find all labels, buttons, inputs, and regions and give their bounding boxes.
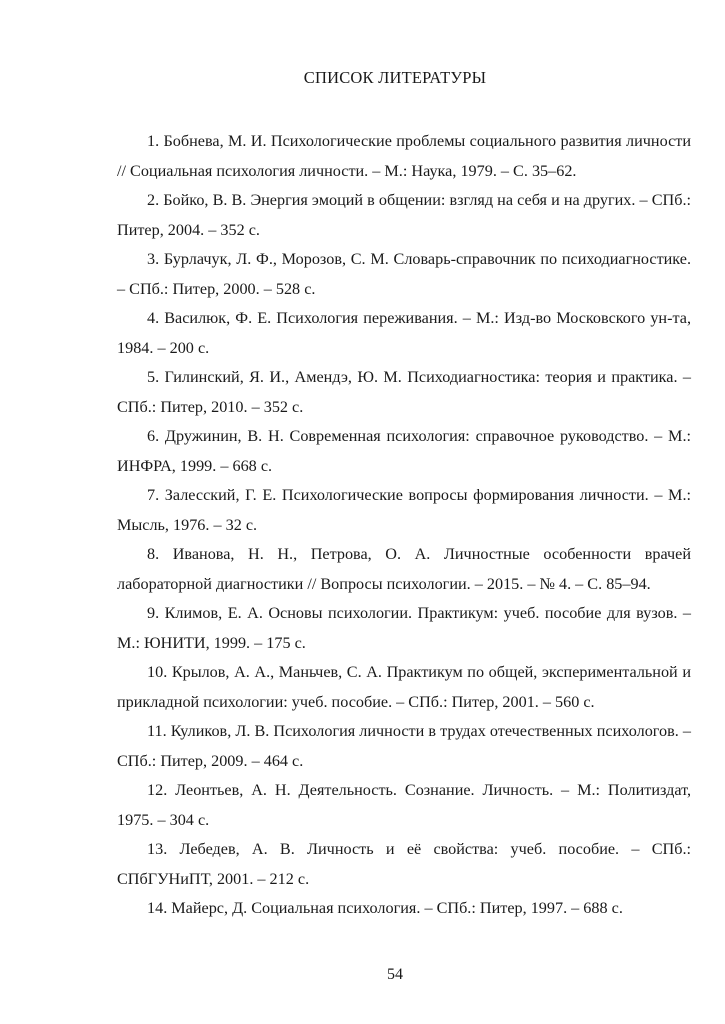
reference-item: 3. Бурлачук, Л. Ф., Морозов, С. М. Словарь-справочник по психодиагностике. – СПб.: Питер, 2000. – 528 с. xyxy=(117,250,691,298)
reference-item: 10. Крылов, А. А., Маньчев, С. А. Практикум по общей, экспериментальной и прикладной психологии: учеб. пособие. – СПб.: Питер, 2001. – 560 с. xyxy=(117,663,691,711)
reference-item: 5. Гилинский, Я. И., Амендэ, Ю. М. Психодиагностика: теория и практика. – СПб.: Питер, 2010. – 352 с. xyxy=(117,368,691,416)
reference-item: 7. Залесский, Г. Е. Психологические вопросы формирования личности. – М.: Мысль, 1976. – 32 с. xyxy=(117,486,691,534)
reference-item: 6. Дружинин, В. Н. Современная психология: справочное руководство. – М.: ИНФРА, 1999. – 668 с. xyxy=(117,427,691,475)
reference-item: 14. Майерс, Д. Социальная психология. – СПб.: Питер, 1997. – 688 с. xyxy=(147,899,623,917)
page-title: СПИСОК ЛИТЕРАТУРЫ xyxy=(303,68,487,87)
reference-item: 8. Иванова, Н. Н., Петрова, О. А. Личностные особенности врачей лабораторной диагностики // Вопросы психологии. – 2015. – № 4. – С. 85–94. xyxy=(117,545,691,593)
page-number: 54 xyxy=(387,966,403,983)
reference-item: 1. Бобнева, М. И. Психологические проблемы социального развития личности // Социальная психология личности. – М.: Наука, 1979. – С. 35–62. xyxy=(117,132,691,180)
reference-item: 2. Бойко, В. В. Энергия эмоций в общении: взгляд на себя и на других. – СПб.: Питер, 2004. – 352 с. xyxy=(117,191,691,239)
reference-list xyxy=(117,127,691,924)
reference-item: 12. Леонтьев, А. Н. Деятельность. Сознание. Личность. – М.: Политиздат, 1975. – 304 с. xyxy=(117,781,691,829)
reference-item: 13. Лебедев, А. В. Личность и её свойства: учеб. пособие. – СПб.: СПбГУНиПТ, 2001. – 212 с. xyxy=(117,840,691,888)
reference-item: 9. Климов, Е. А. Основы психологии. Практикум: учеб. пособие для вузов. – М.: ЮНИТИ, 1999. – 175 с. xyxy=(117,604,691,652)
reference-item: 4. Василюк, Ф. Е. Психология переживания. – М.: Изд-во Московского ун-та, 1984. – 200 с. xyxy=(117,309,691,357)
reference-item: 11. Куликов, Л. В. Психология личности в трудах отечественных психологов. – СПб.: Питер, 2009. – 464 с. xyxy=(117,722,691,770)
